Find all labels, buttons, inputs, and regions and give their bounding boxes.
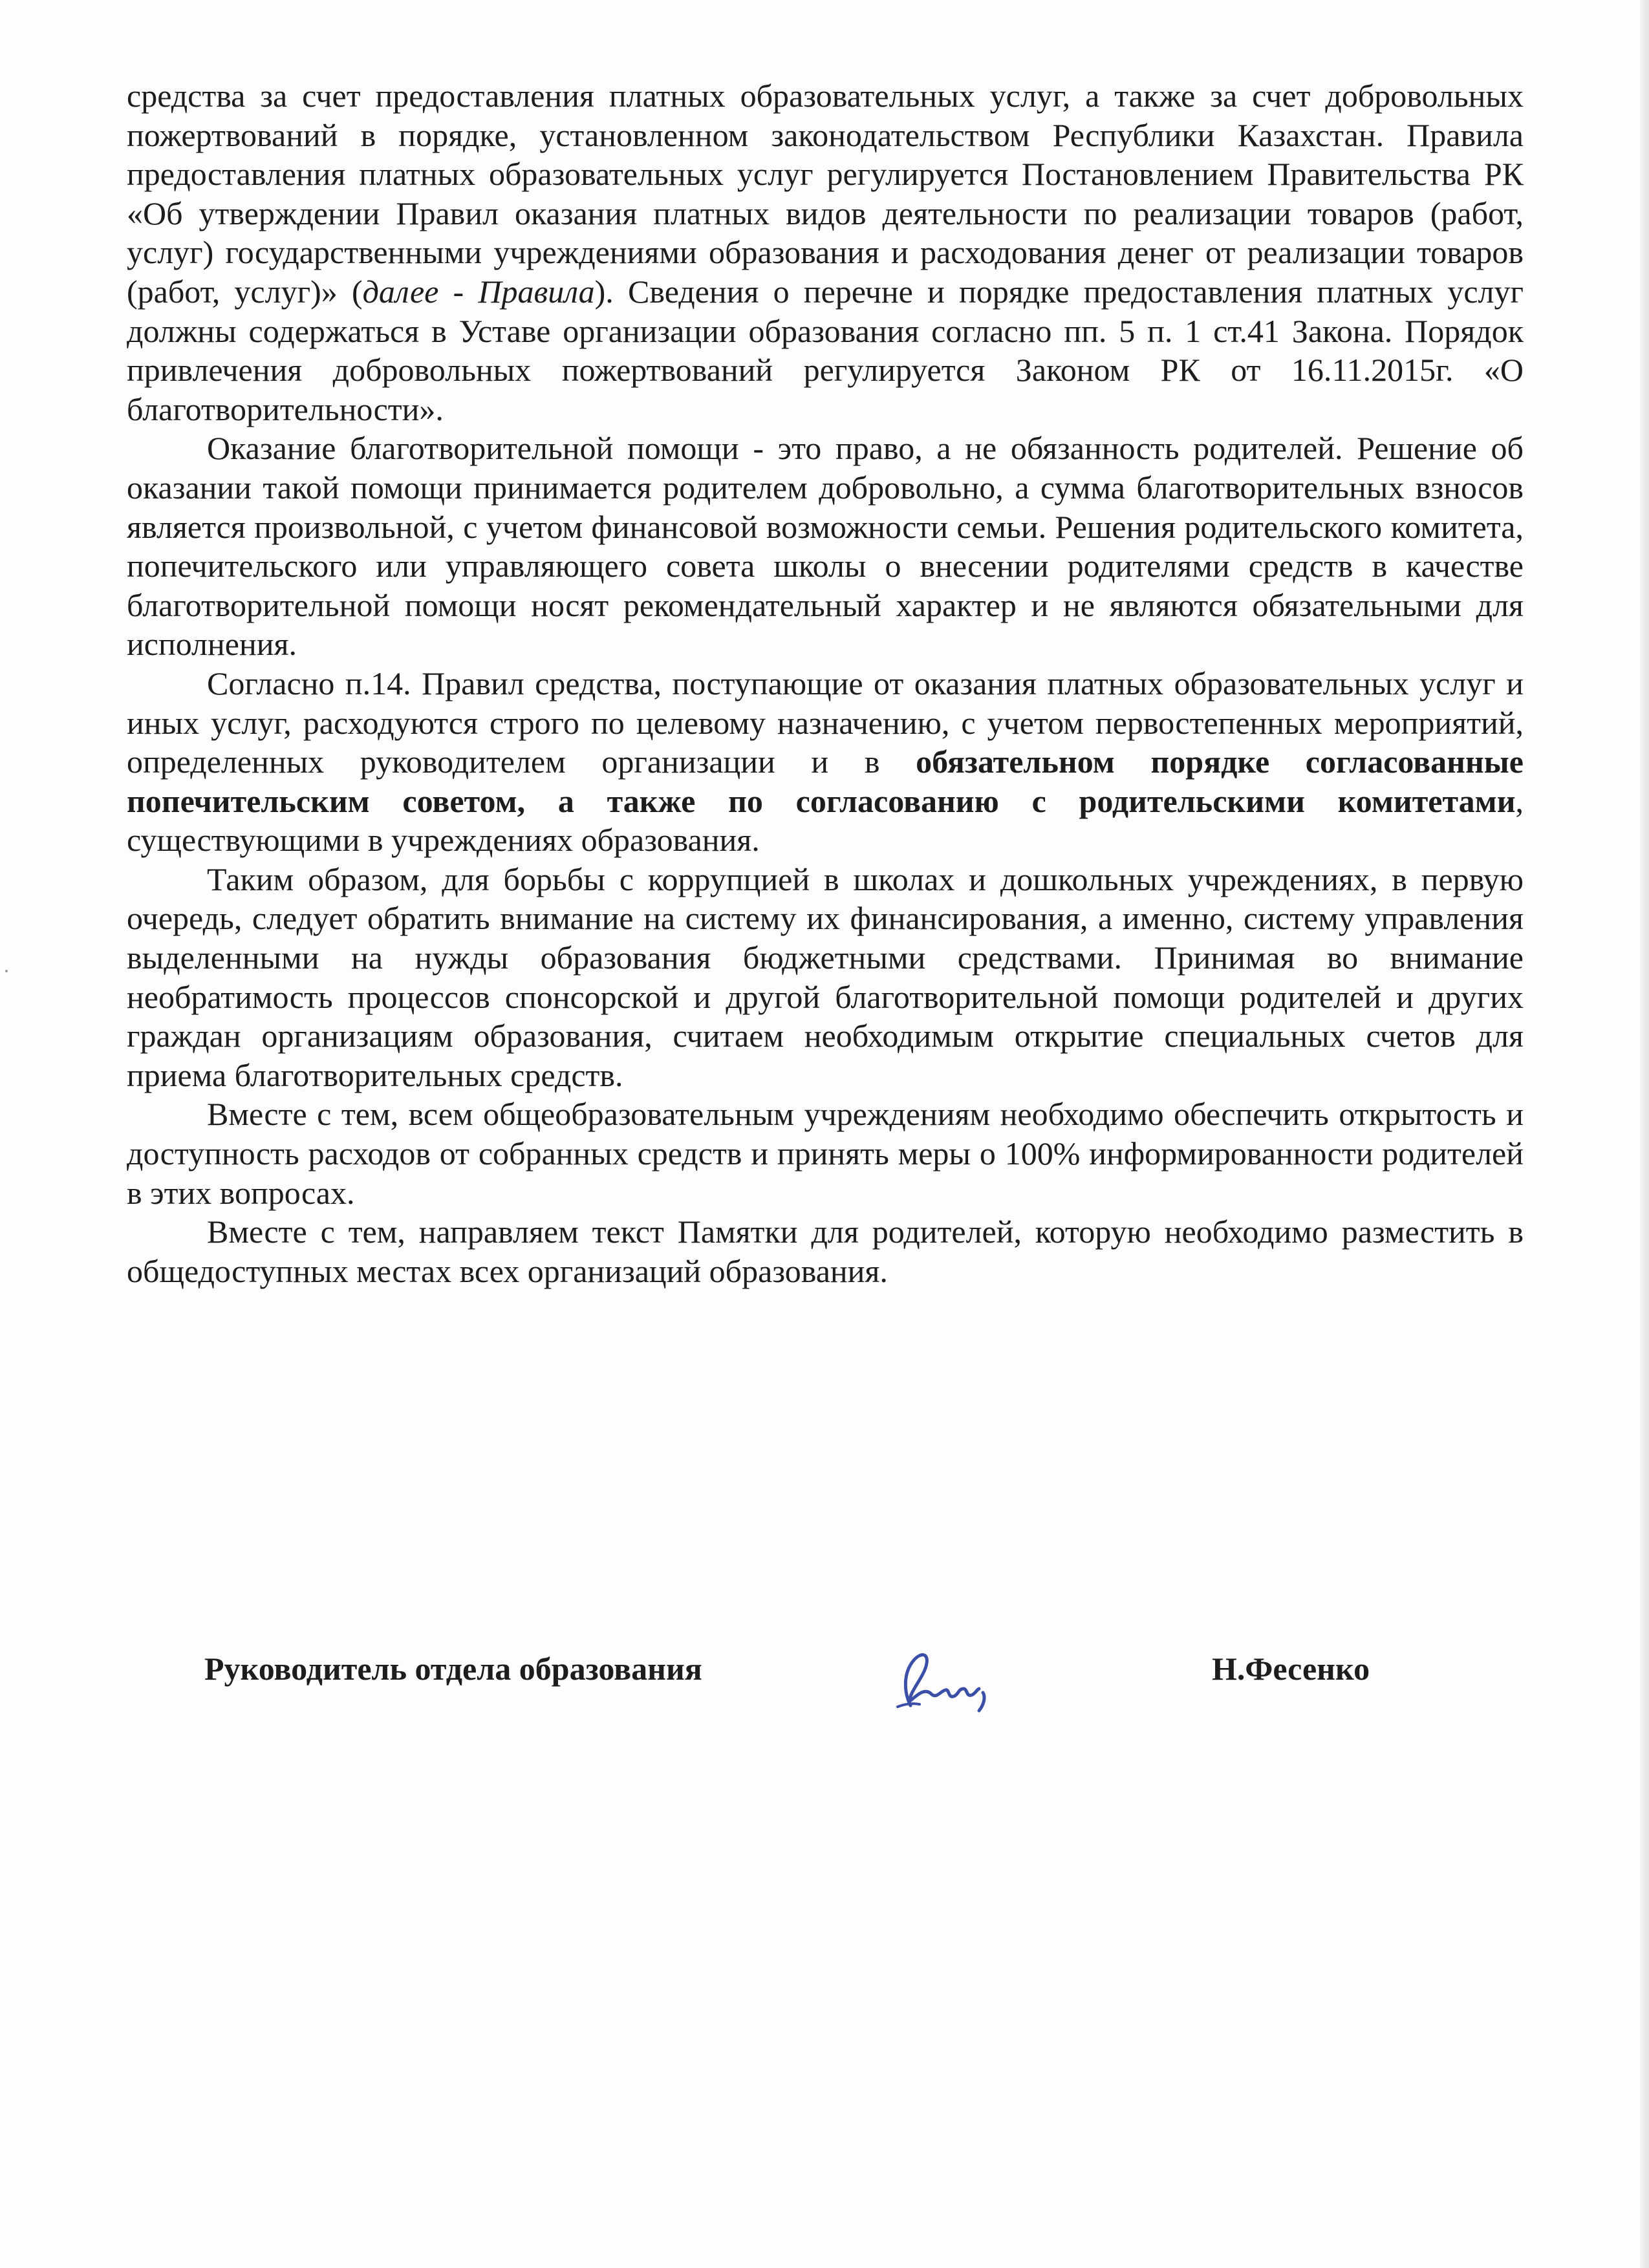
paragraph-anti-corruption: [127, 860, 1524, 1095]
paragraph-rules-clause: [127, 664, 1524, 860]
paragraph-paid-services: [127, 76, 1524, 429]
paragraph-text: средства за счет предоставления платных образовательных услуг, а также за счет добровольных пожертвований в порядке, установленном законодательством Республики Казахстан. Правила предоставления платных образовательных услуг регулируется Постановлением Правительства РК «Об утверждении Правил оказания платных видов деятельности по реализации товаров (работ, услуг) государственными учреждениями образования и расходования денег от реализации товаров (работ, услуг)» (: [127, 78, 1524, 310]
letter-body: [127, 76, 1524, 1290]
paragraph-charity-right: [127, 429, 1524, 664]
signatory-title: Руководитель отдела образования: [204, 1651, 702, 1687]
paragraph-text: ). Сведения о перечне и порядке предоставления платных услуг должны содержаться в Уставе организации образования согласно пп. 5 п. 1 ст.41 Закона. Порядок привлечения добровольных пожертвований регулируется Законом РК от 16.11.2015г. «О благотворительности».: [127, 273, 1524, 427]
paragraph-bold-text: обязательном порядке согласованные попечительским советом, а также по согласованию с родительскими комитетами: [127, 744, 1524, 819]
signature-block: [204, 1634, 1433, 1725]
paragraph-italic-text: далее - Правила: [362, 273, 595, 310]
paragraph-text: Вместе с тем, направляем текст Памятки для родителей, которую необходимо разместить в общедоступных местах всех организаций образования.: [127, 1214, 1524, 1289]
handwritten-signature: [885, 1634, 1008, 1718]
paragraph-text: Таким образом, для борьбы с коррупцией в школах и дошкольных учреждениях, в первую очередь, следует обратить внимание на систему их финансирования, а именно, систему управления выделенными на нужды образования бюджетными средствами. Принимая во внимание необратимость процессов спонсорской и другой благотворительной помощи родителей и других граждан организациям образования, считаем необходимым открытие специальных счетов для приема благотворительных средств.: [127, 861, 1524, 1093]
paragraph-transparency: [127, 1095, 1524, 1212]
paragraph-text: Оказание благотворительной помощи - это право, а не обязанность родителей. Решение об оказании такой помощи принимается родителем добровольно, а сумма благотворительных взносов является произвольной, с учетом финансовой возможности семьи. Решения родительского комитета, попечительского или управляющего совета школы о внесении родителями средств в качестве благотворительной помощи носят рекомендательный характер и не являются обязательными для исполнения.: [127, 430, 1524, 663]
scan-page-edge: [1640, 0, 1649, 2268]
paragraph-text: Согласно п.14. Правил средства, поступающие от оказания платных образовательных услуг и иных услуг, расходуются строго по целевому назначению, с учетом первостепенных мероприятий, определенных руководителем организации и в: [127, 665, 1524, 780]
signatory-name: Н.Фесенко: [1212, 1651, 1370, 1687]
paragraph-text: , существующими в учреждениях образования.: [127, 782, 1524, 859]
paragraph-memo: [127, 1212, 1524, 1290]
paragraph-text: Вместе с тем, всем общеобразовательным учреждениям необходимо обеспечить открытость и доступность расходов от собранных средств и принять меры о 100% информированности родителей в этих вопросах.: [127, 1096, 1524, 1211]
scan-speck: [5, 970, 8, 972]
